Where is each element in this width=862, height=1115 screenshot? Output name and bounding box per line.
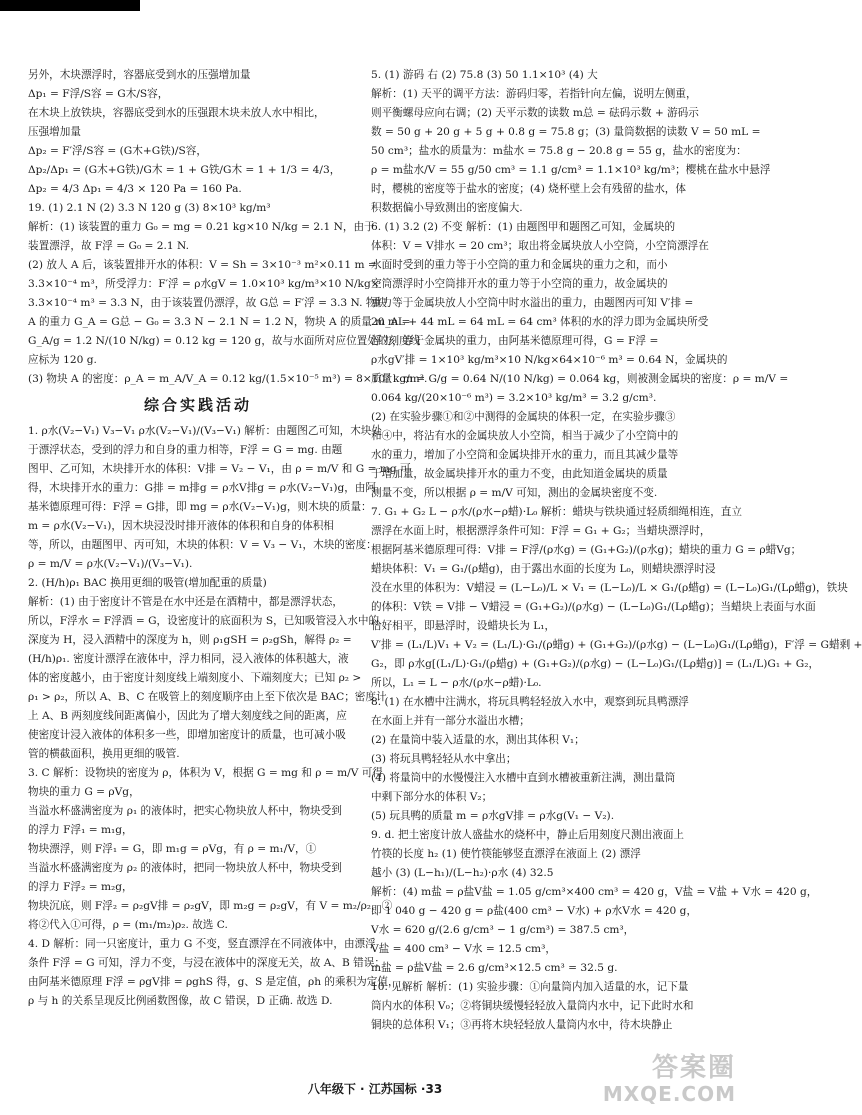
text-line: 没在水里的体积为：V蜡浸 = (L−L₀)/L × V₁ = (L−L₀)/L × G₁/(ρ蜡g) = (L−L₀)G₁/(Lρ蜡g)，铁块 [371, 582, 848, 594]
text-line: 的体积：V铁 = V排 − V蜡浸 = (G₁+G₂)/(ρ水g) − (L−L₀)G₁/(Lρ蜡g)；当蜡块上表面与水面 [371, 601, 816, 613]
text-line: 8. (1) 在水槽中注满水，将玩具鸭轻轻放入水中，观察到玩具鸭漂浮 [371, 696, 689, 708]
text-line: 浮力，等于金属块的重力，由阿基米德原理可得，G = F浮 = [371, 335, 659, 347]
text-line: 5. (1) 游码 右 (2) 75.8 (3) 50 1.1×10³ (4) 大 [371, 69, 598, 81]
text-line: 1. ρ水(V₂−V₁) V₃−V₁ ρ水(V₂−V₁)/(V₃−V₁) 解析：由题图乙可知，木块处 [28, 425, 382, 437]
text-line: (2) 在实验步骤①和②中测得的金属块的体积一定，在实验步骤③ [371, 411, 676, 423]
text-line: 积数据偏小导致测出的密度偏大. [371, 202, 523, 214]
text-line: 解析：(1) 天平的调平方法：游码归零，若指针向左偏，说明左侧重， [371, 88, 697, 100]
text-line: 解析：(1) 由于密度计不管是在水中还是在酒精中，都是漂浮状态， [28, 596, 343, 608]
text-line: 图甲、乙可知，木块排开水的体积：V排 = V₂ − V₁，由 ρ = m/V 和 G = mg 可 [28, 463, 411, 475]
text-line: 水面时受到的重力等于小空筒的重力和金属块的重力之和，而小 [371, 259, 668, 271]
text-line: 应标为 120 g. [28, 354, 97, 366]
text-line: 物块沉底，则 F浮₂ = ρ₂gV排 = ρ₂gV，即 m₂g = ρ₂gV，有 V = m₂/ρ₂，② [28, 900, 393, 912]
top-black-bar [0, 0, 140, 11]
text-line: 3. C 解析：设物块的密度为 ρ，体积为 V，根据 G = mg 和 ρ = m/V 可得 [28, 767, 383, 779]
text-line: 根据阿基米德原理可得：V排 = F浮/(ρ水g) = (G₁+G₂)/(ρ水g)；蜡块的重力 G = ρ蜡Vg； [371, 544, 802, 556]
text-line: 9. d. 把土密度计放人盛盐水的烧杯中，静止后用刻度尺测出液面上 [371, 829, 685, 841]
text-line: 20 mL + 44 mL = 64 mL = 64 cm³ 体积的水的浮力即为金属块所受 [371, 316, 709, 328]
text-line: 越小 (3) (L−h₁)/(L−h₂)·ρ水 (4) 32.5 [371, 867, 554, 879]
text-line: 6. (1) 3.2 (2) 不变 解析：(1) 由题图甲和题图乙可知，金属块的 [371, 221, 676, 233]
text-line: (2) 放人 A 后，该装置排开水的体积：V = Sh = 3×10⁻³ m²×0.11 m = [28, 259, 377, 271]
text-line: (5) 玩具鸭的质量 m = ρ水gV排 = ρ水g(V₁ − V₂). [371, 810, 615, 822]
text-line: 得，木块排开水的重力：G排 = m排g = ρ水V排g = ρ水(V₂−V₁)g，由阿 [28, 482, 377, 494]
text-line: 蜡块体积：V₁ = G₁/(ρ蜡g)，由于露出水面的长度为 L₀，则蜡块漂浮时浸 [371, 563, 716, 575]
text-line: 深度为 H，浸入酒精中的深度为 h，则 ρ₁gSH = ρ₂gSh，解得 ρ₂ = [28, 634, 352, 646]
text-line: (2) 在量筒中装入适量的水，测出其体积 V₁； [371, 734, 585, 746]
text-line: m盐 = ρ盐V盐 = 2.6 g/cm³×12.5 cm³ = 32.5 g. [371, 962, 618, 974]
text-line: (4) 将量筒中的水慢慢注入水槽中直到水槽被重新注满，测出量筒 [371, 772, 676, 784]
watermark-logo [603, 1055, 736, 1107]
text-line: 的浮力 F浮₂ = m₂g， [28, 881, 133, 893]
text-line: 3.3×10⁻⁴ m³，所受浮力：F′浮 = ρ水gV = 1.0×10³ kg/m³×10 N/kg× [28, 278, 380, 290]
text-line: 物块漂浮，则 F浮₁ = G，即 m₁g = ρVg，有 ρ = m₁/V，① [28, 843, 317, 855]
text-line: 于漂浮状态，受到的浮力和自身的重力相等，F浮 = G = mg. 由题 [28, 444, 343, 456]
text-line: 漂浮在水面上时，根据漂浮条件可知：F浮 = G₁ + G₂；当蜡块漂浮时， [371, 525, 711, 537]
text-line: (3) 物块 A 的密度：ρ_A = m_A/V_A = 0.12 kg/(1.5×10⁻⁵ m³) = 8×10³ kg/m³. [28, 373, 428, 385]
left-solutions-part2 [28, 422, 411, 1011]
left-column [28, 66, 428, 1086]
text-line: 使密度计浸入液体的体积多一些，即增加密度计的质量，也可减小吸 [28, 729, 346, 741]
text-line: 当溢水杯盛满密度为 ρ₁ 的液体时，把实心物块放人杯中，物块受到 [28, 805, 342, 817]
text-line: 2. (H/h)ρ₁ BAC 换用更细的吸管(增加配重的质量) [28, 577, 267, 589]
text-line: 和④中，将沾有水的金属块放人小空筒，相当于减少了小空筒中的 [371, 430, 679, 442]
text-line: 即 1 040 g − 420 g = ρ盐(400 cm³ − V水) + ρ水V水 = 420 g， [371, 905, 698, 917]
text-line: 条件 F浮 = G 可知，浮力不变，与浸在液体中的深度无关，故 A、B 错误； [28, 957, 385, 969]
left-solutions-part1 [28, 66, 428, 389]
text-line: 竹筷的长度 h₂ (1) 使竹筷能够竖直漂浮在液面上 (2) 漂浮 [371, 848, 641, 860]
text-line: Δp₁ = F浮/S容 = G木/S容， [28, 88, 169, 100]
text-line: 在木块上放铁块，容器底受到水的压强跟木块未放人水中相比， [28, 107, 325, 119]
text-line: 体积：V = V排水 = 20 cm³；取出将金属块放人小空筒，小空筒漂浮在 [371, 240, 709, 252]
text-line: (H/h)ρ₁. 密度计漂浮在液体中，浮力相同，浸入液体的体积越大，液 [28, 653, 349, 665]
text-line: 管的横截面积，换用更细的吸管. [28, 748, 180, 760]
text-line: 0.064 kg/(20×10⁻⁶ m³) = 3.2×10³ kg/m³ = 3.2 g/cm³. [371, 392, 657, 404]
text-line: G₂，即 ρ水g[(L₁/L)·G₁/(ρ蜡g) + (G₁+G₂)/(ρ水g) − (L−L₀)G₁/(Lρ蜡g)] = (L₁/L)G₁ + G₂， [371, 658, 820, 670]
text-line: ρ 与 h 的关系呈现反比例函数图像，故 C 错误，D 正确. 故选 D. [28, 995, 333, 1007]
text-line: 则平衡螺母应向右调；(2) 天平示数的读数 m总 = 砝码示数 + 游码示 [371, 107, 699, 119]
text-line: ρ = m/V = ρ水(V₂−V₁)/(V₃−V₁). [28, 558, 193, 570]
text-line: V′排 = (L₁/L)V₁ + V₂ = (L₁/L)·G₁/(ρ蜡g) + (G₁+G₂)/(ρ水g) − (L−L₀)G₁/(Lρ蜡g)，F′浮 = G蜡剩 + [371, 639, 862, 651]
text-line: 7. G₁ + G₂ L − ρ水/(ρ水−ρ蜡)·L₀ 解析：蜡块与铁块通过轻质细绳相连，直立 [371, 506, 742, 518]
text-line: 时，樱桃的密度等于盐水的密度；(4) 烧杯壁上会有残留的盐水，体 [371, 183, 686, 195]
text-line: 4. D 解析：同一只密度计，重力 G 不变，竖直漂浮在不同液体中，由漂浮 [28, 938, 376, 950]
text-line: 3.3×10⁻⁴ m³ = 3.3 N，由于该装置仍漂浮，故 G总 = F′浮 = 3.3 N. 物块 [28, 297, 388, 309]
text-line: 50 cm³；盐水的质量为：m盐水 = 75.8 g − 20.8 g = 55 g，盐水的密度为： [371, 145, 747, 157]
text-line: 质量：m = G/g = 0.64 N/(10 N/kg) = 0.064 kg，则被测金属块的密度：ρ = m/V = [371, 373, 789, 385]
text-line: G_A/g = 1.2 N/(10 N/kg) = 0.12 kg = 120 g，故与水面所对应位置处的刻度线 [28, 335, 421, 347]
text-line: Δp₂ = F′浮/S容 = (G木+G铁)/S容， [28, 145, 207, 157]
text-line: 由阿基米德原理 F浮 = ρgV排 = ρghS 得，g、S 是定值，ρh 的乘积为定值， [28, 976, 399, 988]
text-line: V盐 = 400 cm³ − V水 = 12.5 cm³， [371, 943, 556, 955]
text-line: 解析：(1) 该装置的重力 G₀ = mg = 0.21 kg×10 N/kg = 2.1 N，由于 [28, 221, 375, 233]
text-line: 的浮力 F浮₁ = m₁g， [28, 824, 133, 836]
text-line: 当溢水杯盛满密度为 ρ₂ 的液体时，把同一物块放人杯中，物块受到 [28, 862, 342, 874]
page-footer: 八年级下 · 江苏国标 ·33 [307, 1082, 443, 1096]
text-line: 10. 见解析 解析：(1) 实验步骤：①向量筒内加入适量的水，记下量 [371, 981, 689, 993]
text-line: 上 A、B 两刻度线间距离偏小，因此为了增大刻度线之间的距离，应 [28, 710, 347, 722]
text-line: V水 = 620 g/(2.6 g/cm³ − 1 g/cm³) = 387.5 cm³， [371, 924, 635, 936]
text-line: 中剩下部分水的体积 V₂； [371, 791, 493, 803]
watermark-text-bottom: MXQE.COM [602, 1082, 736, 1106]
text-line: 装置漂浮，故 F浮 = G₀ = 2.1 N. [28, 240, 189, 252]
text-line: 数 = 50 g + 20 g + 5 g + 0.8 g = 75.8 g；(3) 量筒数据的读数 V = 50 mL = [371, 126, 761, 138]
text-line: 物块的重力 G = ρVg， [28, 786, 140, 798]
text-line: 基米德原理可得：F浮 = G排，即 mg = ρ水(V₂−V₁)g，则木块的质量： [28, 501, 372, 513]
text-line: 筒内水的体积 V₀；②将铜块缓慢轻轻放入量筒内水中，记下此时水和 [371, 1000, 694, 1012]
text-line: (3) 将玩具鸭轻轻从水中拿出； [371, 753, 517, 765]
text-line: 恰好相平，即悬浮时，设蜡块长为 L₁， [371, 620, 556, 632]
text-line: Δp₂ = 4/3 Δp₁ = 4/3 × 120 Pa = 160 Pa. [28, 183, 242, 195]
text-line: ρ水gV′排 = 1×10³ kg/m³×10 N/kg×64×10⁻⁶ m³ = 0.64 N，金属块的 [371, 354, 728, 366]
text-line: 另外，木块漂浮时，容器底受到水的压强增加量 [28, 69, 251, 81]
text-line: 等，所以，由题图甲、丙可知，木块的体积：V = V₃ − V₁，木块的密度： [28, 539, 377, 551]
watermark-text-top: 答案圈 [651, 1053, 736, 1083]
right-column [371, 66, 862, 1086]
text-line: 19. (1) 2.1 N (2) 3.3 N 120 g (3) 8×10³ kg/m³ [28, 202, 271, 214]
text-line: 在水面上并有一部分水溢出水槽； [371, 715, 530, 727]
text-line: 所以，F浮水 = F浮酒 = G，设密度计的底面积为 S，已知吸管浸入水中的 [28, 615, 380, 627]
text-line: 测量不变，所以根据 ρ = m/V 可知，测出的金属块密度不变. [371, 487, 658, 499]
right-solutions [371, 66, 862, 1035]
text-line: 铜块的总体积 V₁；③再将木块轻轻放人量筒内水中，待木块静止 [371, 1019, 673, 1031]
text-line: 所以，L₁ = L − ρ水/(ρ水−ρ蜡)·L₀. [371, 677, 542, 689]
section-title: 综合实践活动 [143, 396, 252, 414]
text-line: 重力等于金属块放人小空筒中时水溢出的重力，由题图丙可知 V′排 = [371, 297, 694, 309]
text-line: 体的密度越小，由于密度计刻度线上端刻度小、下端刻度大；已知 ρ₂ > [28, 672, 362, 684]
text-line: 压强增加量 [28, 126, 81, 138]
text-line: ρ₁ > ρ₂，所以 A、B、C 在吸管上的刻度顺序由上至下依次是 BAC；密度计 [28, 691, 387, 703]
text-line: A 的重力 G_A = G总 − G₀ = 3.3 N − 2.1 N = 1.2 N，物块 A 的质量 m_A = [28, 316, 411, 328]
text-line: 解析：(4) m盐 = ρ盐V盐 = 1.05 g/cm³×400 cm³ = 420 g，V盐 = V盐 + V水 = 420 g， [371, 886, 818, 898]
text-line: ρ = m盐水/V = 55 g/50 cm³ = 1.1 g/cm³ = 1.1×10³ kg/m³；樱桃在盐水中悬浮 [371, 164, 771, 176]
text-line: 将②代入①可得，ρ = (m₁/m₂)ρ₂. 故选 C. [28, 919, 228, 931]
text-line: Δp₂/Δp₁ = (G木+G铁)/G木 = 1 + G铁/G木 = 1 + 1/3 = 4/3， [28, 164, 341, 176]
text-line: 空筒漂浮时小空筒排开水的重力等于小空筒的重力，故金属块的 [371, 278, 668, 290]
text-line: 水的重力，增加了小空筒和金属块排开水的重力，而且其减少量等 [371, 449, 679, 461]
text-line: m = ρ水(V₂−V₁)，因木块浸没时排开液体的体积和自身的体积相 [28, 520, 334, 532]
text-line: 于增加量，故金属块排开水的重力不变，由此知道金属块的质量 [371, 468, 668, 480]
